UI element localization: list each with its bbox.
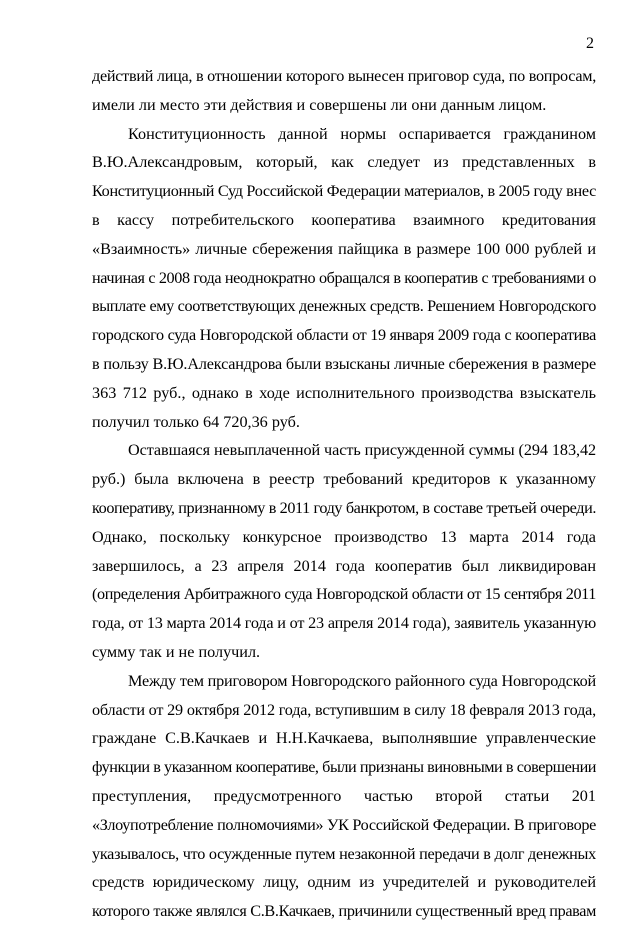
text-line: Между тем приговором Новгородского районного суда Новгородской (128, 671, 596, 690)
text-line: руб.) была включена в реестр требований кредиторов к указанному (92, 470, 596, 489)
text-line: имели ли место эти действия и совершены ли они данным лицом. (92, 95, 547, 114)
text-line: в кассу потребительского кооператива взаимного кредитования (92, 210, 596, 229)
text-line: получил только 64 720,36 руб. (92, 412, 300, 431)
text-line: кооперативу, признанному в 2011 году банкротом, в составе третьей очереди. (92, 498, 596, 517)
text-line: Однако, поскольку конкурсное производство 13 марта 2014 года (92, 527, 596, 546)
paragraph-4 (92, 667, 596, 926)
text-line: городского суда Новгородской области от 19 января 2009 года с кооператива (92, 326, 596, 345)
text-line: сумму так и не получил. (92, 642, 261, 661)
text-line: указывалось, что осужденные путем незаконной передачи в долг денежных (92, 844, 596, 863)
text-line: области от 29 октября 2012 года, вступившим в силу 18 февраля 2013 года, (92, 700, 596, 719)
text-line: Оставшаяся невыплаченной часть присужденной суммы (294 183,42 (128, 441, 596, 460)
text-line: В.Ю.Александровым, который, как следует из представленных в (92, 153, 596, 172)
text-line: «Злоупотребление полномочиями» УК Российской Федерации. В приговоре (92, 815, 596, 834)
paragraph-1 (92, 62, 596, 120)
text-line: начиная с 2008 года неоднократно обращался в кооператив с требованиями о (92, 268, 596, 287)
text-line: в пользу В.Ю.Александрова были взысканы личные сбережения в размере (92, 354, 596, 373)
document-body (92, 62, 596, 926)
page-number: 2 (586, 35, 594, 52)
text-line: выплате ему соответствующих денежных средств. Решением Новгородского (92, 297, 596, 316)
text-line: завершилось, а 23 апреля 2014 года кооператив был ликвидирован (92, 556, 596, 575)
text-line: которого также являлся С.В.Качкаев, причинили существенный вред правам (92, 902, 596, 921)
text-line: действий лица, в отношении которого вынесен приговор суда, по вопросам, (92, 67, 596, 85)
text-line: Конституционный Суд Российской Федерации материалов, в 2005 году внес (92, 182, 596, 201)
text-line: 363 712 руб., однако в ходе исполнительного производства взыскатель (92, 383, 596, 402)
text-line: преступления, предусмотренного частью второй статьи 201 (92, 786, 596, 805)
text-line: «Взаимность» личные сбережения пайщика в размере 100 000 рублей и (92, 239, 596, 258)
text-line: Конституционность данной нормы оспаривается гражданином (128, 124, 596, 143)
text-line: (определения Арбитражного суда Новгородской области от 15 сентября 2011 (92, 585, 596, 604)
text-line: функции в указанном кооперативе, были признаны виновными в совершении (92, 758, 596, 777)
text-line: граждане С.В.Качкаев и Н.Н.Качкаева, выполнявшие управленческие (92, 729, 596, 748)
paragraph-3 (92, 436, 596, 666)
paragraph-2 (92, 120, 596, 437)
text-line: года, от 13 марта 2014 года и от 23 апреля 2014 года), заявитель указанную (92, 614, 596, 633)
text-line: средств юридическому лицу, одним из учредителей и руководителей (92, 873, 596, 892)
